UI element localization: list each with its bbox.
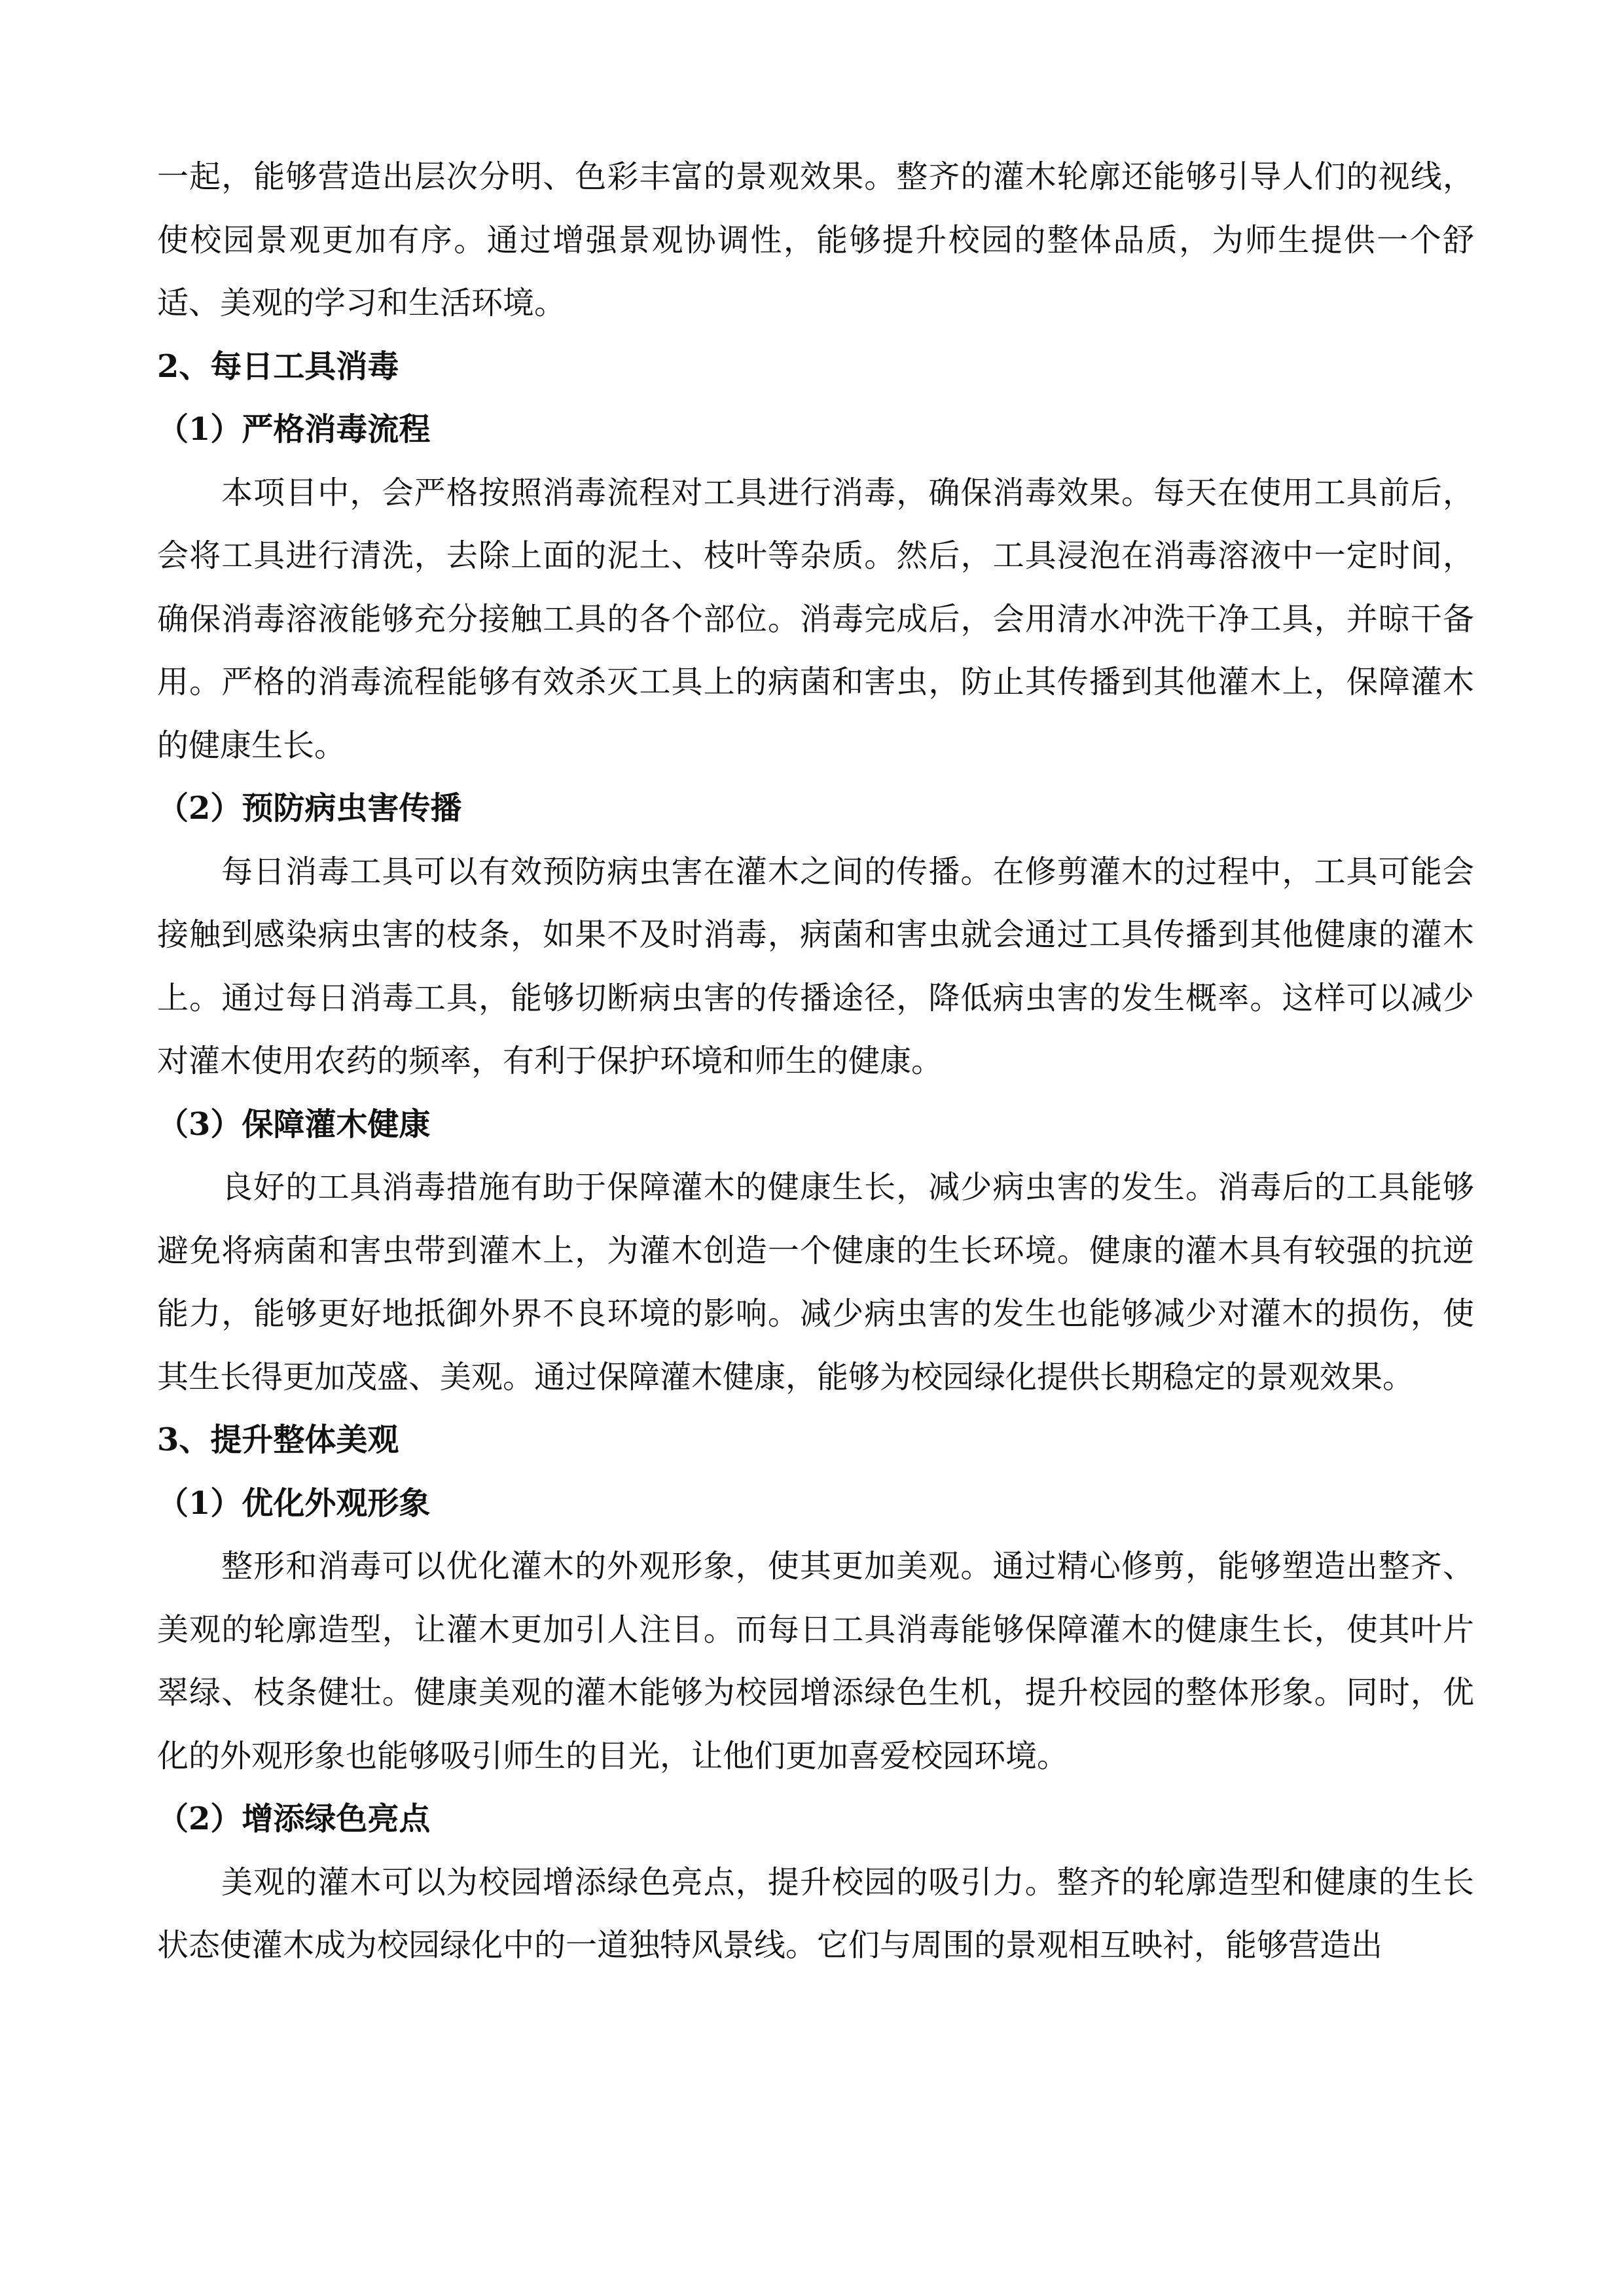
section-heading-overall-aesthetics: 3、提升整体美观 <box>157 1422 399 1458</box>
subsection-heading-optimize-appearance: （1）优化外观形象 <box>157 1484 431 1522</box>
paragraph-continuation: 一起，能够营造出层次分明、色彩丰富的景观效果。整齐的灌木轮廓还能够引导人们的视线，使校园景观更加有序。通过增强景观协调性，能够提升校园的整体品质，为师生提供一个舒适、美观的学习和生活环境。 <box>157 158 1474 321</box>
subsection-heading-prevent-pests: （2）预防病虫害传播 <box>157 790 462 827</box>
paragraph-green-highlights: 美观的灌木可以为校园增添绿色亮点，提升校园的吸引力。整齐的轮廓造型和健康的生长状态使灌木成为校园绿化中的一道独特风景线。它们与周围的景观相互映衬，能够营造出 <box>157 1863 1474 1964</box>
subsection-heading-shrub-health: （3）保障灌木健康 <box>157 1105 431 1143</box>
paragraph-shrub-health: 良好的工具消毒措施有助于保障灌木的健康生长，减少病虫害的发生。消毒后的工具能够避免将病菌和害虫带到灌木上，为灌木创造一个健康的生长环境。健康的灌木具有较强的抗逆能力，能够更好地抵御外界不良环境的影响。减少病虫害的发生也能够减少对灌木的损伤，使其生长得更加茂盛、美观。通过保障灌木健康，能够为校园绿化提供长期稳定的景观效果。 <box>157 1169 1474 1395</box>
document-page <box>157 145 1474 1977</box>
section-heading-tool-disinfection: 2、每日工具消毒 <box>157 348 399 385</box>
subsection-heading-green-highlights: （2）增添绿色亮点 <box>157 1801 431 1837</box>
subsection-heading-strict-procedure: （1）严格消毒流程 <box>157 411 431 448</box>
paragraph-strict-procedure: 本项目中，会严格按照消毒流程对工具进行消毒，确保消毒效果。每天在使用工具前后，会将工具进行清洗，去除上面的泥土、枝叶等杂质。然后，工具浸泡在消毒溶液中一定时间，确保消毒溶液能够充分接触工具的各个部位。消毒完成后，会用清水冲洗干净工具，并晾干备用。严格的消毒流程能够有效杀灭工具上的病菌和害虫，防止其传播到其他灌木上，保障灌木的健康生长。 <box>157 474 1474 764</box>
paragraph-optimize-appearance: 整形和消毒可以优化灌木的外观形象，使其更加美观。通过精心修剪，能够塑造出整齐、美观的轮廓造型，让灌木更加引人注目。而每日工具消毒能够保障灌木的健康生长，使其叶片翠绿、枝条健壮。健康美观的灌木能够为校园增添绿色生机，提升校园的整体形象。同时，优化的外观形象也能够吸引师生的目光，让他们更加喜爱校园环境。 <box>157 1548 1474 1774</box>
paragraph-prevent-pests: 每日消毒工具可以有效预防病虫害在灌木之间的传播。在修剪灌木的过程中，工具可能会接触到感染病虫害的枝条，如果不及时消毒，病菌和害虫就会通过工具传播到其他健康的灌木上。通过每日消毒工具，能够切断病虫害的传播途径，降低病虫害的发生概率。这样可以减少对灌木使用农药的频率，有利于保护环境和师生的健康。 <box>157 853 1474 1079</box>
